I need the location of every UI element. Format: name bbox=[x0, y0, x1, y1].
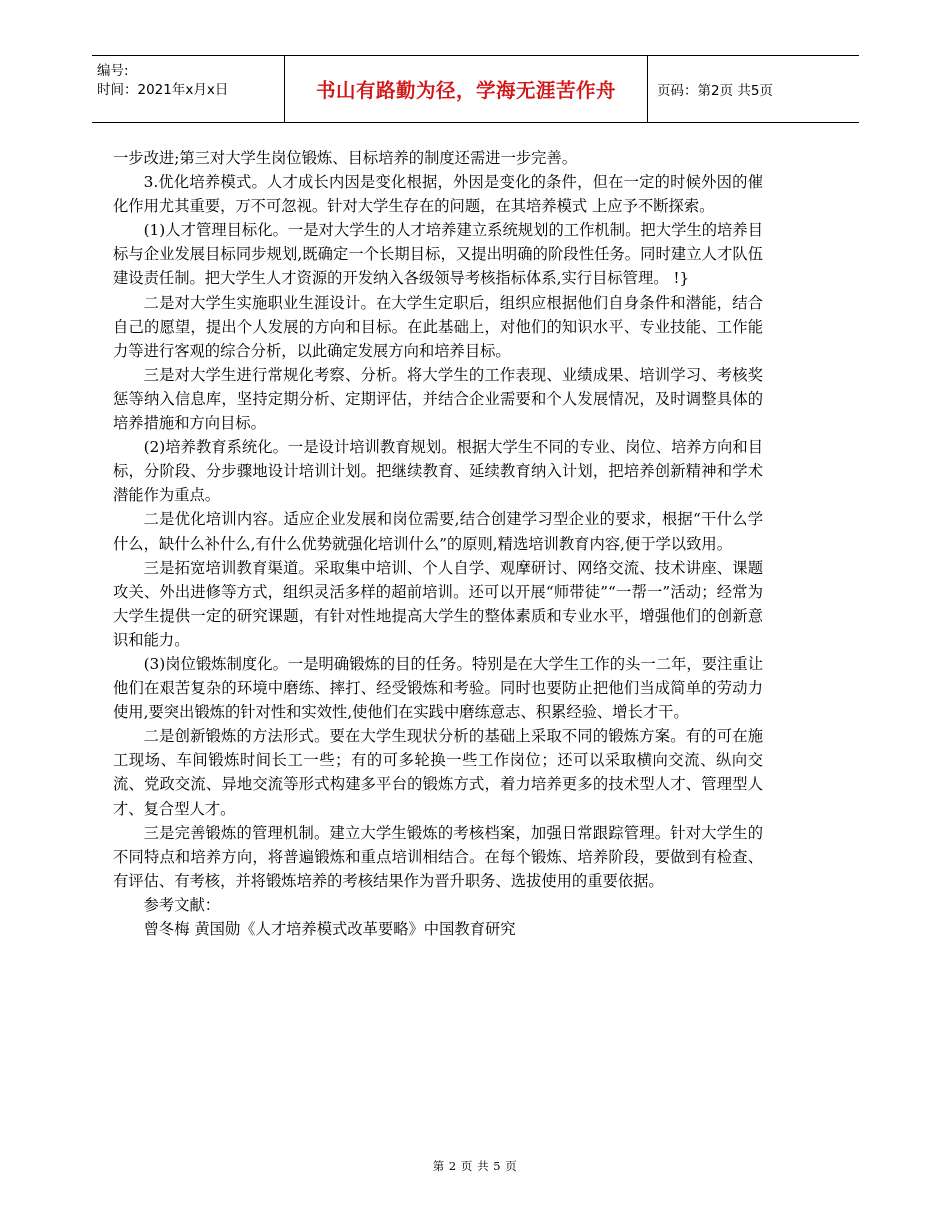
header-page-info: 页码：第2页 共5页 bbox=[657, 83, 773, 99]
reference-entry: 曾冬梅 黄国勋《人才培养模式改革要略》中国教育研究 bbox=[143, 920, 516, 938]
paragraph: 二是优化培训内容。适应企业发展和岗位需要,结合创建学习型企业的要求，根据“干什么学什么，缺什么补什么,有什么优势就强化培训什么”的原则,精选培训教育内容,便于学以致用。 bbox=[113, 510, 763, 553]
document-body bbox=[113, 146, 763, 941]
paragraph: 三是对大学生进行常规化考察、分析。将大学生的工作表现、业绩成果、培训学习、考核奖惩等纳入信息库，坚持定期分析、定期评估，并结合企业需要和个人发展情况，及时调整具体的培养措施和方向目标。 bbox=[113, 365, 763, 433]
paragraph: 二是创新锻炼的方法形式。要在大学生现状分析的基础上采取不同的锻炼方案。有的可在施工现场、车间锻炼时间长工一些；有的可多轮换一些工作岗位；还可以采取横向交流、纵向交流、党政交流、异地交流等形式构建多平台的锻炼方式，着力培养更多的技术型人才、管理型人才、复合型人才。 bbox=[113, 727, 763, 818]
paragraph: 一步改进;第三对大学生岗位锻炼、目标培养的制度还需进一步完善。 bbox=[113, 149, 578, 167]
serial-number-label: 编号: bbox=[97, 63, 129, 79]
header-motto: 书山有路勤为径，学海无涯苦作舟 bbox=[284, 56, 648, 122]
page-header bbox=[92, 55, 859, 123]
paragraph: (3)岗位锻炼制度化。一是明确锻炼的目的任务。特别是在大学生工作的头一二年，要注重让他们在艰苦复杂的环境中磨练、摔打、经受锻炼和考验。同时也要防止把他们当成简单的劳动力使用,要突出锻炼的针对性和实效性,使他们在实践中磨练意志、积累经验、增长才干。 bbox=[113, 654, 763, 722]
paragraph: 三是拓宽培训教育渠道。采取集中培训、个人自学、观摩研讨、网络交流、技术讲座、课题攻关、外出进修等方式，组织灵活多样的超前培训。还可以开展“师带徒”“一帮一”活动；经常为大学生提供一定的研究课题，有针对性地提高大学生的整体素质和专业水平，增强他们的创新意识和能力。 bbox=[113, 558, 763, 649]
paragraph: 3.优化培养模式。人才成长内因是变化根据，外因是变化的条件，但在一定的时候外因的催化作用尤其重要，万不可忽视。针对大学生存在的问题，在其培养模式 上应予不断探索。 bbox=[113, 173, 763, 216]
paragraph: 三是完善锻炼的管理机制。建立大学生锻炼的考核档案，加强日常跟踪管理。针对大学生的不同特点和培养方向，将普遍锻炼和重点培训相结合。在每个锻炼、培养阶段，要做到有检查、有评估、有考核，并将锻炼培养的考核结果作为晋升职务、选拔使用的重要依据。 bbox=[113, 823, 763, 890]
references-heading: 参考文献： bbox=[143, 895, 221, 914]
page-footer: 第 2 页 共 5 页 bbox=[432, 1159, 518, 1173]
header-meta bbox=[92, 56, 284, 122]
paragraph: (1)人才管理目标化。一是对大学生的人才培养建立系统规划的工作机制。把大学生的培养目标与企业发展目标同步规划,既确定一个长期目标，又提出明确的阶段性任务。同时建立人才队伍建设责任制。把大学生人才资源的开发纳入各级领导考核指标体系,实行目标管理。 !} bbox=[113, 221, 763, 288]
date-label: 时间：2021年x月x日 bbox=[97, 82, 229, 98]
paragraph: (2)培养教育系统化。一是设计培训教育规划。根据大学生不同的专业、岗位、培养方向和目标，分阶段、分步骤地设计培训计划。把继续教育、延续教育纳入计划，把培养创新精神和学术潜能作为重点。 bbox=[113, 438, 763, 505]
paragraph: 二是对大学生实施职业生涯设计。在大学生定职后，组织应根据他们自身条件和潜能，结合自己的愿望，提出个人发展的方向和目标。在此基础上，对他们的知识水平、专业技能、工作能力等进行客观的综合分析，以此确定发展方向和培养目标。 bbox=[113, 293, 763, 360]
